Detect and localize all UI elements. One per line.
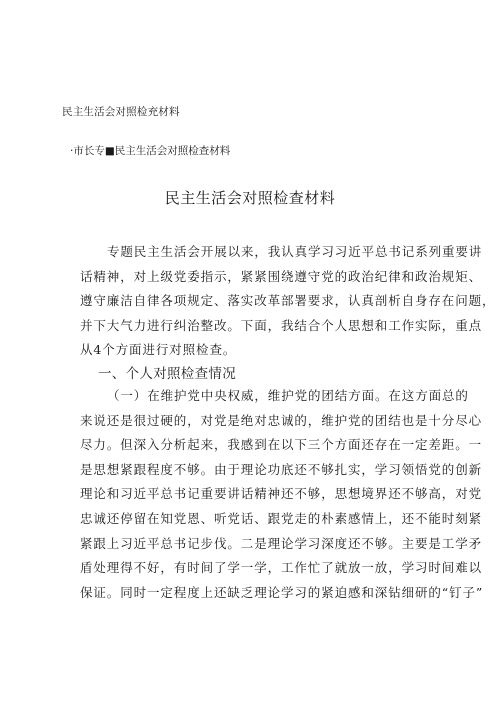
paragraph-line: （一）在维护党中央权威，维护党的团结方面。在这方面总的: [107, 388, 469, 403]
paragraph-line: 尽力。但深入分析起来，我感到在以下三个方面还存在一定差距。一: [80, 437, 483, 453]
intro-line: 并下大气力进行纠治整改。下面，我结合个人思想和工作实际，重点: [80, 317, 483, 333]
paragraph-line: 盾处理得不好，有时间了学一学，工作忙了就放一放，学习时间难以: [80, 560, 483, 576]
intro-line: 专题民主生活会开展以来，我认真学习习近平总书记系列重要讲: [107, 244, 483, 259]
paragraph-line: 紧跟上习近平总书记步伐。二是理论学习深度还不够。主要是工学矛: [80, 535, 483, 551]
paragraph-line: 来说还是很过硬的，对党是绝对忠诚的，维护党的团结也是十分尽心: [80, 412, 483, 428]
paragraph-line: 忠诚还停留在知党恩、听党话、跟党走的朴素感情上，还不能时刻紧: [80, 510, 483, 526]
paragraph-line: 是思想紧跟程度不够。由于理论功底还不够扎实，学习领悟党的创新: [80, 461, 483, 477]
paragraph-line: 理论和习近平总书记重要讲话精神还不够，思想境界还不够高，对党: [80, 486, 483, 502]
document-label: 民主生活会对照检充材料: [62, 106, 180, 118]
intro-line: 从4个方面进行对照检查。: [80, 342, 237, 358]
intro-line: 遵守廉洁自律各项规定、落实改革部署要求，认真剖析自身存在问题，: [80, 293, 496, 309]
intro-paragraph: [80, 240, 496, 363]
document-sub-label: ·市长专■民主生活会对照检查材料: [70, 145, 231, 157]
document-title: 民主生活会对照检查材料: [164, 189, 336, 207]
paragraph-line: 保证。同时一定程度上还缺乏理论学习的紧迫感和深钻细研的“钉子”: [80, 584, 484, 600]
intro-line: 话精神，对上级党委指示，紧紧围绕遵守党的政治纪律和政治规矩、: [80, 268, 483, 284]
section-heading: 一、个人对照检查情况: [98, 366, 236, 382]
section-paragraph: [80, 384, 484, 605]
